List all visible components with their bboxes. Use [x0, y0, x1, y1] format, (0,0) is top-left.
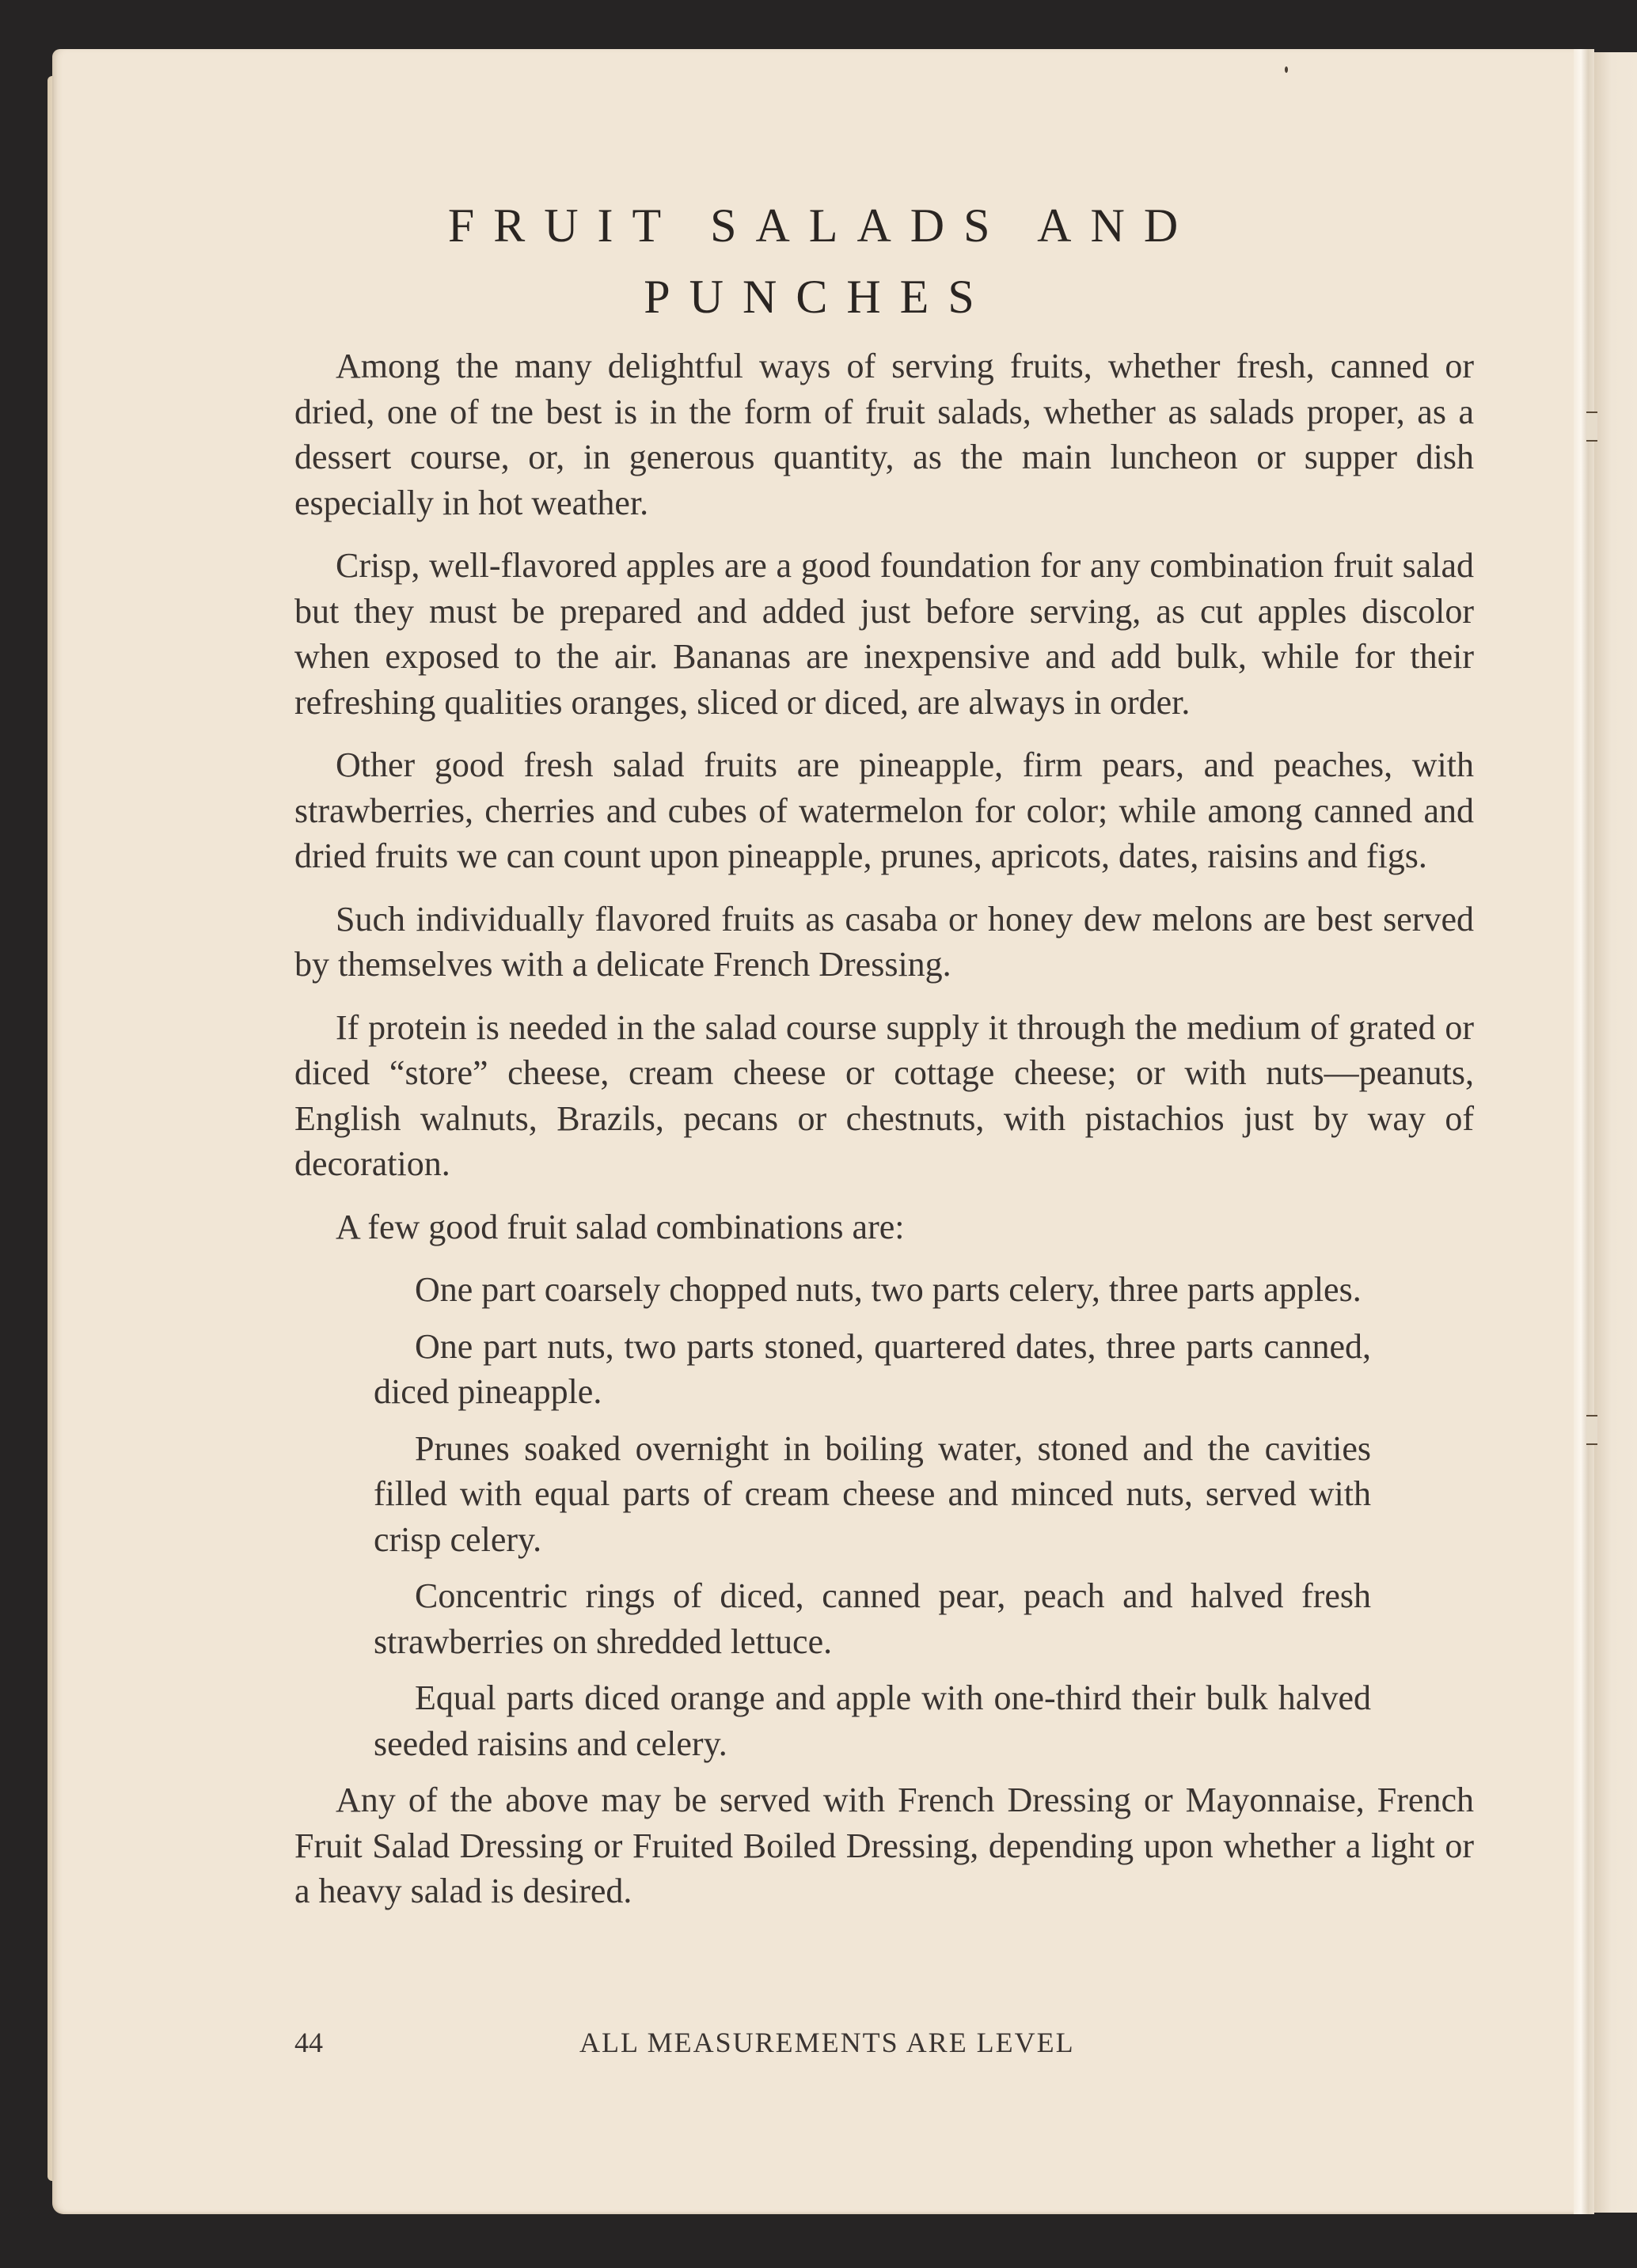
paragraph: If protein is needed in the salad course supply it through the medium of grated or diced “store” cheese, cream cheese or cottage cheese; or with nuts—peanuts, English walnuts, Brazils, pecans or chestnuts, with pistachios just by way of decoration.: [294, 1007, 1474, 1183]
combination-item: Concentric rings of diced, canned pear, peach and halved fresh strawberries on shredded lettuce.: [374, 1576, 1371, 1661]
facing-page-edge: [1594, 52, 1637, 2213]
page-number: 44: [294, 2027, 323, 2058]
combination-item: Prunes soaked overnight in boiling water, stoned and the cavities filled with equal parts of cream cheese and minced nuts, served with crisp celery.: [374, 1428, 1371, 1559]
body-text: [294, 343, 1474, 1932]
paragraph: Among the many delightful ways of serving fruits, whether fresh, canned or dried, one of tne best is in the form of fruit salads, whether as salads proper, as a dessert course, or, in generous quantity, as the main luncheon or supper dish especially in hot weather.: [294, 347, 1474, 522]
staple: [1586, 1415, 1597, 1445]
title-line-1: FRUIT SALADS AND: [447, 199, 1198, 252]
combination-item: One part coarsely chopped nuts, two parts celery, three parts apples.: [415, 1270, 1362, 1309]
staple: [1586, 412, 1597, 442]
title-line-2: PUNCHES: [644, 271, 993, 324]
paragraph: Crisp, well-flavored apples are a good foundation for any combination fruit salad but they must be prepared and added just before serving, as cut apples discolor when exposed to the air. Bananas are inexpensive and add bulk, while for their refreshing qualities oranges, sliced or diced, are always in order.: [294, 546, 1474, 722]
paragraph: Other good fresh salad fruits are pineapple, firm pears, and peaches, with strawberries, cherries and cubes of watermelon for color; while among canned and dried fruits we can count upon pineapple, prunes, apricots, dates, raisins and figs.: [294, 745, 1474, 875]
paper-speck: [1285, 66, 1288, 73]
running-footer: ALL MEASUREMENTS ARE LEVEL: [579, 2027, 1075, 2058]
closing-paragraph: Any of the above may be served with French Dressing or Mayonnaise, French Fruit Salad Dressing or Fruited Boiled Dressing, depending upon whether a light or a heavy salad is desired.: [294, 1781, 1474, 1910]
page-footer: [294, 2026, 1474, 2065]
combination-item: Equal parts diced orange and apple with one-third their bulk halved seeded raisins and celery.: [374, 1678, 1371, 1763]
combination-item: One part nuts, two parts stoned, quartered dates, three parts canned, diced pineapple.: [374, 1326, 1371, 1411]
paragraph: Such individually flavored fruits as casaba or honey dew melons are best served by themselves with a delicate French Dressing.: [294, 899, 1474, 984]
page-title: [0, 190, 1637, 332]
book-gutter: [1574, 49, 1594, 2214]
combinations-intro: A few good fruit salad combinations are:: [336, 1207, 905, 1246]
